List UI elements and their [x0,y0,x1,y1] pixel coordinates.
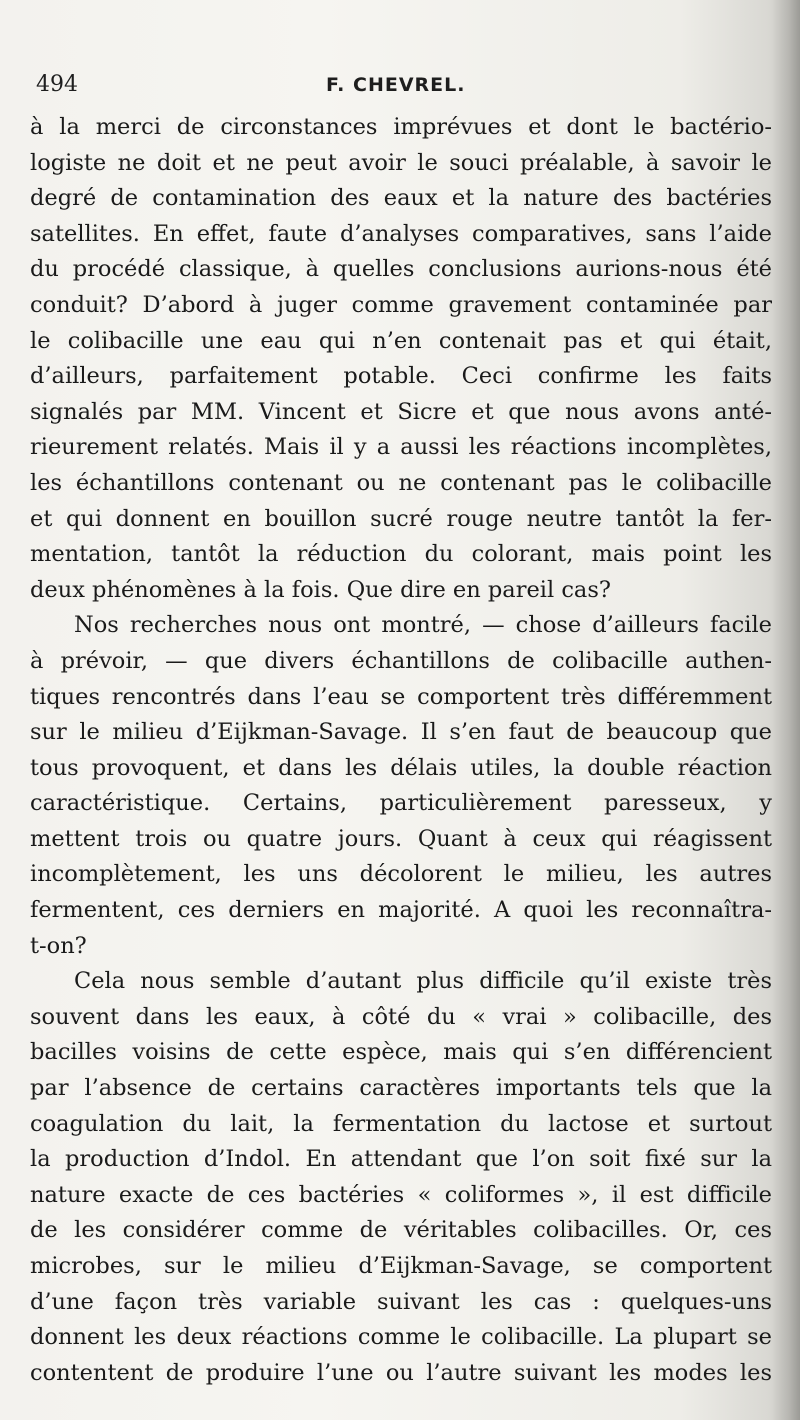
text-line: d’ailleurs, parfaitement potable. Ceci confirme les faits [30,363,772,390]
text-line: satellites. En effet, faute d’analyses comparatives, sans l’aide [30,220,772,247]
text-line: Cela nous semble d’autant plus difficile qu’il existe très [74,968,772,995]
text-line: de les considérer comme de véritables colibacilles. Or, ces [30,1217,772,1244]
text-line: nature exacte de ces bactéries « coliformes », il est difficile [30,1181,772,1208]
text-line: à la merci de circonstances imprévues et dont le bactério- [30,114,772,140]
page-number: 494 [36,72,78,97]
text-line: mettent trois ou quatre jours. Quant à ceux qui réagissent [30,825,772,852]
text-line: du procédé classique, à quelles conclusions aurions-nous été [30,256,772,283]
text-line: tous provoquent, et dans les délais utiles, la double réaction [30,754,772,781]
text-line: la production d’Indol. En attendant que l’on soit fixé sur la [30,1146,772,1173]
text-line: sur le milieu d’Eijkman-Savage. Il s’en faut de beaucoup que [30,719,772,746]
text-line: mentation, tantôt la réduction du colorant, mais point les [30,541,772,568]
text-line: souvent dans les eaux, à côté du « vrai » colibacille, des [30,1003,772,1030]
page-header [36,66,756,106]
text-line: donnent les deux réactions comme le colibacille. La plupart se [30,1324,772,1351]
text-line: à prévoir, — que divers échantillons de colibacille authen- [30,647,772,674]
text-line: microbes, sur le milieu d’Eijkman-Savage, se comportent [30,1253,772,1279]
text-line: coagulation du lait, la fermentation du lactose et surtout [30,1110,772,1137]
text-line: logiste ne doit et ne peut avoir le souci préalable, à savoir le [30,149,772,176]
text-line: incomplètement, les uns décolorent le milieu, les autres [30,861,772,888]
body-text [30,110,772,1391]
running-head: F. CHEVREL. [326,74,466,96]
text-line: caractéristique. Certains, particulièrement paresseux, y [30,790,772,817]
text-line: t-on? [30,932,87,959]
text-line: contentent de produire l’une ou l’autre suivant les modes les [30,1359,772,1386]
text-line: tiques rencontrés dans l’eau se comportent très différemment [30,683,772,710]
text-line: d’une façon très variable suivant les cas : quelques-uns [30,1288,772,1315]
text-line: les échantillons contenant ou ne contenant pas le colibacille [30,469,772,496]
text-line: signalés par MM. Vincent et Sicre et que nous avons anté- [30,398,772,425]
page-edge-shadow [772,0,800,1420]
text-line: Nos recherches nous ont montré, — chose d’ailleurs facile [74,612,772,639]
text-line: le colibacille une eau qui n’en contenait pas et qui était, [30,327,772,354]
text-line: conduit? D’abord à juger comme gravement contaminée par [30,291,772,318]
text-line: et qui donnent en bouillon sucré rouge neutre tantôt la fer- [30,505,772,532]
text-line: par l’absence de certains caractères importants tels que la [30,1075,772,1102]
text-line: bacilles voisins de cette espèce, mais qui s’en différencient [30,1039,772,1066]
text-line: degré de contamination des eaux et la nature des bactéries [30,185,772,212]
text-line: deux phénomènes à la fois. Que dire en pareil cas? [30,576,611,603]
text-line: rieurement relatés. Mais il y a aussi les réactions incomplètes, [30,434,772,461]
text-line: fermentent, ces derniers en majorité. A quoi les reconnaîtra- [30,897,772,924]
